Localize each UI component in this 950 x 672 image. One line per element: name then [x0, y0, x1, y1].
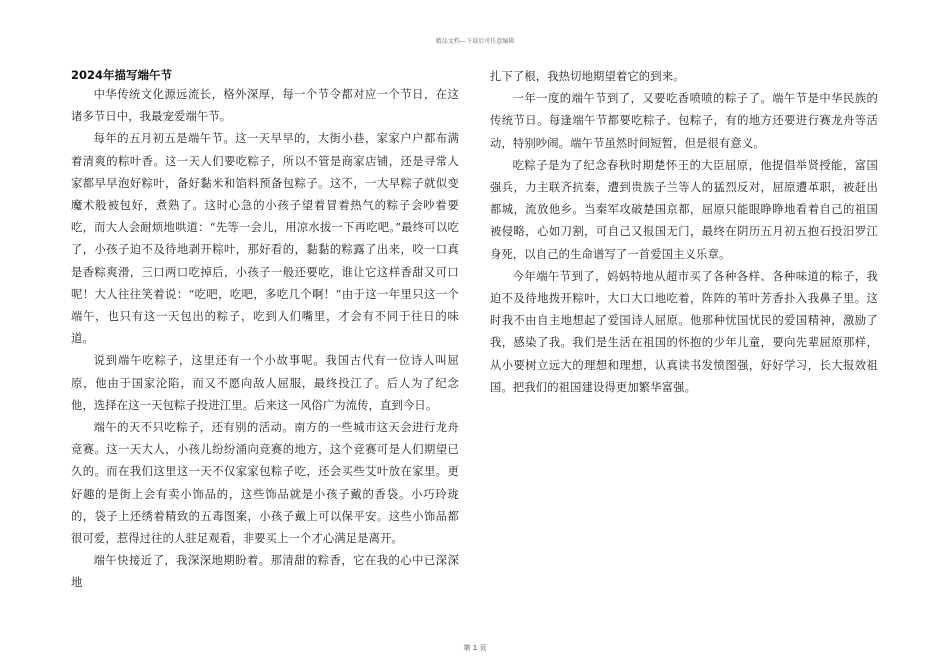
paragraph: 端午快接近了，我深深地期盼着。那清甜的粽香，它在我的心中已深深地	[71, 554, 459, 590]
paragraph: 每年的五月初五是端午节。这一天早早的，大街小巷，家家户户都布满着清爽的粽叶香。这一天人们要吃粽子，所以不管是商家店铺，还是寻常人家都早早泡好粽叶，备好黏米和馅料预备包粽子。这不，一大早粽子就似变魔术般被包好，煮熟了。这时心急的小孩子望着冒着热气的粽子会吵着要吃，而大人会耐烦地哄道：“先等一会儿，用凉水拔一下再吃吧。”最终可以吃了，小孩子迫不及待地剥开粽叶，那好看的，黏黏的粽露了出来，咬一口真是香粽爽滑，三口两口吃掉后，小孩子一般还要吃，谁让它这样香甜又可口呢！大人往往笑着说：“吃吧，吃吧，多吃几个啊！”由于这一年里只这一个端午，也只有这一天包出的粽子，吃到人们嘴里，才会有不同于往日的味道。	[71, 132, 459, 346]
right-column	[490, 66, 878, 399]
left-column	[71, 66, 459, 595]
paragraph: 吃粽子是为了纪念春秋时期楚怀王的大臣屈原，他提倡举贤授能，富国强兵，力主联齐抗秦，遭到贵族子兰等人的猛烈反对，屈原遭革职，被赶出都城，流放他乡。当秦军攻破楚国京都，屈原只能眼睁睁地看着自己的祖国被侵略，心如刀割，可自己又报国无门，最终在阴历五月初五抱石投汨罗江身死，以自己的生命谱写了一首爱国主义乐章。	[490, 158, 878, 261]
paragraph: 中华传统文化源远流长，格外深厚，每一个节令都对应一个节日，在这诸多节日中，我最宠爱端午节。	[71, 88, 459, 124]
paragraph: 一年一度的端午节到了，又要吃香喷喷的粽子了。端午节是中华民族的传统节日。每逢端午节都要吃粽子、包粽子，有的地方还要进行赛龙舟等活动，特别吵闹。端午节虽然时间短暂，但是很有意义。	[490, 92, 878, 150]
document-title: 2024年描写端午节	[71, 68, 173, 82]
paragraph: 端午的天不只吃粽子，还有别的活动。南方的一些城市这天会进行龙舟竞赛。这一天大人，小孩儿纷纷涌向竞赛的地方，这个竞赛可是人们期望已久的。而在我们这里这一天不仅家家包粽子吃，还会买些艾叶放在家里。更好趣的是街上会有卖小饰品的，这些饰品就是小孩子戴的香袋。小巧玲珑的，袋子上还绣着精致的五毒图案，小孩子戴上可以保平安。这些小饰品都很可爱，惹得过往的人驻足观看，非要买上一个才心满足是离开。	[71, 421, 459, 546]
paragraph-continuation: 扎下了根，我热切地期望着它的到来。	[490, 70, 685, 83]
page-header: 精品文档---下载后可任意编辑	[435, 38, 515, 45]
page-number: 第 1 页	[463, 644, 487, 652]
paragraph: 说到端午吃粽子，这里还有一个小故事呢。我国古代有一位诗人叫屈原，他由于国家沦陷，而又不愿向敌人屈服，最终投江了。后人为了纪念他，选择在这一天包粽子投进江里。后来这一风俗广为流传，直到今日。	[71, 354, 459, 412]
paragraph: 今年端午节到了，妈妈特地从超市买了各种各样、各种味道的粽子，我迫不及待地拨开粽叶，大口大口地吃着，阵阵的苇叶芳香扑入我鼻子里。这时我不由自主地想起了爱国诗人屈原。他那种忧国忧民的爱国精神，激励了我，感染了我。我们是生活在祖国的怀抱的少年儿童，要向先辈屈原那样，从小要树立远大的理想和理想，认真读书发愤图强，好好学习，长大报效祖国。把我们的祖国建设得更加繁华富强。	[490, 269, 878, 394]
